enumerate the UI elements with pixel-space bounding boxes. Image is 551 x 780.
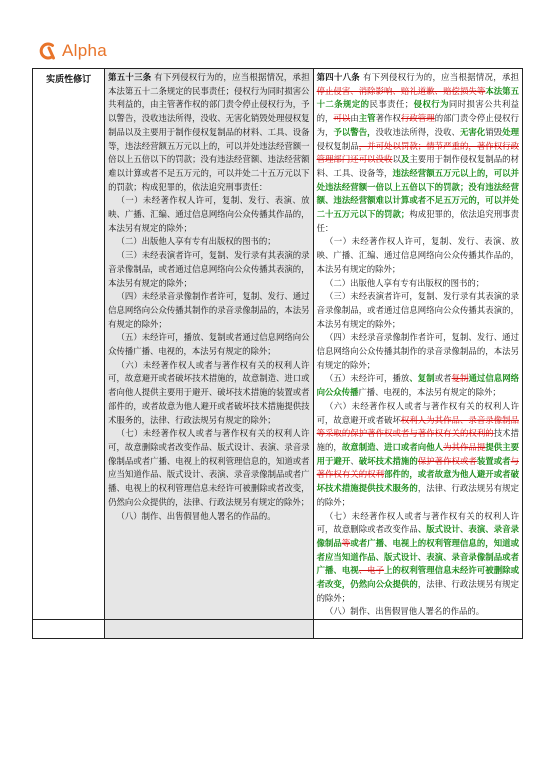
deleted-text: 等 <box>341 537 351 548</box>
new-article-item <box>317 235 519 276</box>
inserted-text: 装置或者 <box>476 455 511 466</box>
unchanged-text: （八）制作、出售假冒他人署名的作品的。 <box>324 606 485 617</box>
deleted-text: 保护著作权或者 <box>417 455 477 466</box>
empty-cell <box>313 620 522 639</box>
old-article-item: （一）未经著作权人许可，复制、发行、表演、放映、广播、汇编、通过信息网络向公众传播其作品的，本法另有规定的除外； <box>108 195 310 233</box>
unchanged-text: 主要用于制作侵权复制品的材料、工具、设备等， <box>316 154 519 178</box>
unchanged-text: 同时损害公共利益的， <box>316 99 520 124</box>
deleted-text: 复制 <box>451 373 469 384</box>
unchanged-text: （五）未经许可，播放 <box>324 373 410 384</box>
empty-cell <box>105 620 313 639</box>
new-article-item <box>317 400 519 510</box>
unchanged-text: 构成犯罪的，依法追究刑事责任： <box>316 209 519 233</box>
unchanged-text: （六）未经著作权人或者与著作权有关的权利人许可，故意避开或者破坏 <box>316 400 519 425</box>
inserted-text: 或者广播、电视上的权利管理信息的，知道或者应当知道作品、版式设计、表演、录音录像制品或者广播、电视 <box>316 537 519 576</box>
new-article-text <box>314 69 522 619</box>
unchanged-text: 以 <box>392 154 401 165</box>
comparison-table <box>32 68 523 639</box>
unchanged-text: 的部门责令停止侵权行为， <box>316 113 519 137</box>
inserted-text: 提供主要用于避开 <box>316 441 519 466</box>
unchanged-text: 民事责任； <box>369 99 414 110</box>
empty-cell <box>33 620 105 639</box>
inserted-text: 通过信息网络向公众传播 <box>316 373 520 398</box>
row-label: 实质性修订 <box>33 69 105 620</box>
unchanged-text: 由 <box>350 113 359 124</box>
old-article-item: （八）制作、出售假冒他人署名的作品的。 <box>116 510 276 521</box>
unchanged-text: 或者 <box>434 373 452 384</box>
unchanged-text: （三）未经表演者许可，复制、发行录有其表演的录音录像制品，或者通过信息网络向公众传播其表演的，本法另有规定的除外； <box>316 291 519 329</box>
deleted-text: 与著作权有关的权利 <box>316 455 519 480</box>
old-article-item: （三）未经表演者许可，复制、发行录有其表演的录音录像制品，或者通过信息网络向公众传播其表演的，本法另有规定的除外； <box>108 250 310 288</box>
deleted-text: 停止侵害、消除影响、赔礼道歉、赔偿损失等 <box>316 85 486 96</box>
empty-row <box>33 620 523 639</box>
inserted-text: 破坏技术措施的 <box>358 455 418 466</box>
unchanged-text: 没收违法所得，没收、 <box>375 126 460 137</box>
inserted-text: 主管 <box>358 113 376 124</box>
inserted-text: 上的权利管理信息未经许可被删除或者改变，仍然向公众提供的 <box>316 565 519 590</box>
unchanged-text: 销毁 <box>485 126 503 137</box>
old-article-item: （二）出版他人享有专有出版权的图书的； <box>116 236 276 247</box>
deleted-text: 、电子 <box>358 565 385 576</box>
unchanged-text: （一）未经著作权人许可，复制、发行、表演、放映、广播、汇编、通过信息网络向公众传播其作品的，本法另有规定的除外； <box>316 236 519 274</box>
new-article-number: 第四十八条 <box>316 72 360 82</box>
inserted-text: 违法经营额五万元以上的，可以并处违法经营额一倍以上五倍以下的罚款；没有违法经营额、违法经营额难以计算或者不足五万元的，可以并处二十五万元以下的罚款； <box>316 167 519 220</box>
new-article-intro <box>317 71 519 235</box>
unchanged-text: 侵权复制品 <box>316 140 359 151</box>
new-article-item <box>317 372 519 399</box>
inserted-text: 本法第五十二条规定的 <box>316 85 519 110</box>
old-article-intro: 有下列侵权行为的，应当根据情况，承担本法第五十二条规定的民事责任；侵权行为同时损害公共利益的，由主管著作权的部门责令停止侵权行为，予以警告，没收违法所得，没收、无害化销毁处理侵权复制品以及主要用于制作侵权复制品的材料、工具、设备等，违法经营额五万元以上的，可以并处违法经营额一倍以上五倍以下的罚款；没有违法经营额、违法经营额难以计算或者不足五万元的，可以并处二十五万元以下的罚款；构成犯罪的，依法追究刑事责任： <box>108 72 310 192</box>
deleted-text: 为其作品提 <box>443 441 486 452</box>
old-article-number: 第五十三条 <box>108 72 152 82</box>
old-article-cell <box>105 69 313 620</box>
deleted-text: 可以 <box>333 113 351 124</box>
unchanged-text: （四）未经录音录像制作者许可，复制、发行、通过信息网络向公众传播其制作的录音录像制品的，本法另有规定的除外； <box>316 332 519 370</box>
inserted-text: 、复制 <box>409 373 435 384</box>
inserted-text: 侵权行为 <box>413 99 449 110</box>
unchanged-text: （七）未经著作权人或者与著作权有关的权利人许可，故意删除或者改变作品 <box>316 510 519 535</box>
new-article-item <box>317 277 519 291</box>
unchanged-text: 、 <box>350 455 359 466</box>
unchanged-text: 技术措施的， <box>316 428 519 452</box>
brand-logo <box>38 40 107 62</box>
deleted-text: 权利人为其作品、录音录像制品等采取的保护著作权或者与著作权有关的权利的 <box>316 414 519 439</box>
unchanged-text: ，法律、行政法规另有规定的除外； <box>316 483 519 507</box>
unchanged-text: 著作权 <box>375 113 401 124</box>
alpha-logo-icon <box>38 41 56 61</box>
inserted-text: 及 <box>400 154 410 165</box>
unchanged-text: ，法律、行政法规另有规定的除外； <box>316 579 519 603</box>
old-article-items <box>108 194 309 523</box>
new-article-item <box>317 605 519 619</box>
inserted-text: 、版式设计、表演、录音录像制品 <box>316 524 519 548</box>
inserted-text: 处理 <box>502 126 519 137</box>
new-article-item <box>317 290 519 331</box>
unchanged-text: （二）出版他人享有专有出版权的图书的； <box>324 277 485 288</box>
old-article-item: （七）未经著作权人或者与著作权有关的权利人许可，故意删除或者改变作品、版式设计、表演、录音录像制品或者广播、电视上的权利管理信息的，知道或者应当知道作品、版式设计、表演、录音录像制品或者广播、电视上的权利管理信息未经许可被删除或者改变，仍然向公众提供的，法律、行政法规另有规定的除外； <box>108 428 310 507</box>
unchanged-text: 有下列侵权行为的，应当根据情况，承担 <box>362 72 520 82</box>
new-article-item <box>317 331 519 372</box>
old-article-item: （四）未经录音录像制作者许可，复制、发行、通过信息网络向公众传播其制作的录音录像制品的，本法另有规定的除外； <box>108 291 310 329</box>
old-article-item: （五）未经许可，播放、复制或者通过信息网络向公众传播广播、电视的，本法另有规定的除外； <box>108 332 310 357</box>
old-article-text <box>105 69 312 523</box>
inserted-text: 予以警告， <box>333 126 376 137</box>
table-row <box>33 69 523 620</box>
inserted-text: 故意制造、进口或者向他人 <box>341 441 444 452</box>
deleted-text: 行政管理 <box>400 113 435 124</box>
new-article-cell <box>313 69 522 620</box>
new-article-items <box>317 235 519 619</box>
new-article-item <box>317 510 519 606</box>
inserted-text: 无害化 <box>460 126 486 137</box>
inserted-text: 部件的，或者故意为他人避开或者破坏技术措施提供技术服务的 <box>316 469 519 494</box>
old-article-item: （六）未经著作权人或者与著作权有关的权利人许可，故意避开或者破坏技术措施的，故意制造、进口或者向他人提供主要用于避开、破坏技术措施的装置或者部件的，或者故意为他人避开或者破坏技术措施提供技术服务的，法律、行政法规另有规定的除外； <box>108 359 310 425</box>
deleted-text: ，并可处以罚款；情节严重的，著作权行政管理部门还可以没收 <box>316 140 519 165</box>
brand-name: Alpha <box>62 41 107 60</box>
unchanged-text: 广播、电视的，本法另有规定的除外； <box>358 387 501 398</box>
